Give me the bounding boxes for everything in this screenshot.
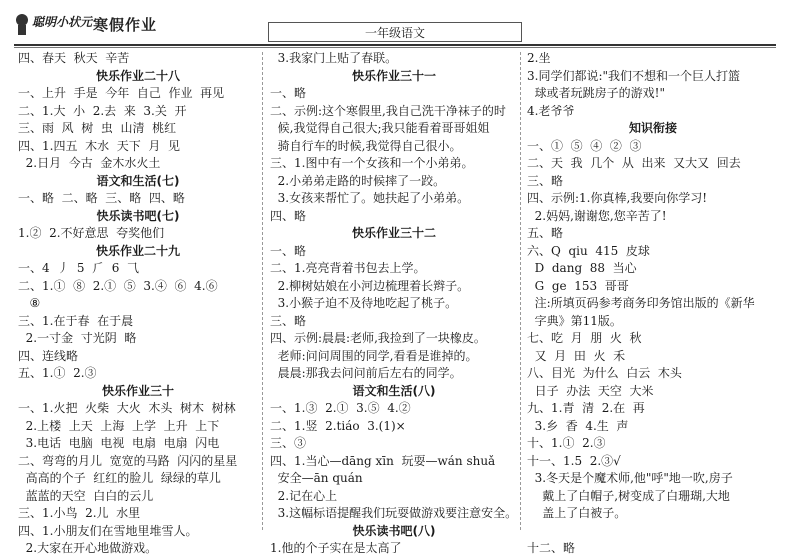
answer-line: 2.坐 [527, 51, 551, 65]
answer-line: 六、Q qiu 415 皮球 [527, 243, 650, 258]
section-heading: 快乐作业三十二 [351, 226, 436, 240]
answer-line: 3.同学们都说:"我们不想和一个巨人打篮 [527, 68, 741, 83]
grade-subject-label: 一年级语文 [268, 22, 522, 42]
header-rule-thin [14, 47, 776, 48]
answer-line: 高高的个子 红红的脸儿 绿绿的草儿 [18, 471, 221, 485]
answer-line: 又 月 田 火 禾 [527, 348, 626, 363]
column-divider [520, 52, 521, 530]
section-heading: 语文和生活(七) [96, 173, 180, 188]
answer-line: 注:所填页码参考商务印务馆出版的《新华 [527, 296, 755, 310]
answer-line: 老师:问问周围的同学,看看是谁掉的。 [270, 348, 478, 363]
answer-line: 一、略 [270, 86, 307, 100]
answer-column-right [527, 50, 779, 558]
answer-line: 三、略 [270, 313, 307, 328]
answer-line: 3.电话 电脑 电视 电扇 电扇 闪电 [18, 436, 220, 450]
answer-line: 3.小猴子迫不及待地吃起了桃子。 [270, 296, 458, 310]
answer-line: 二、1.① ⑧ 2.① ⑤ 3.④ ⑥ 4.⑥ [18, 278, 218, 293]
answer-line: 二、弯弯的月儿 宽宽的马路 闪闪的星星 [18, 453, 238, 468]
answer-line: 日子 办法 天空 大米 [527, 383, 654, 398]
answer-line: 安全—ān quán [270, 471, 363, 485]
section-heading: 快乐读书吧(八) [352, 523, 436, 538]
answer-line: 一、① ⑤ ④ ② ③ [527, 138, 642, 153]
section-heading: 快乐作业二十八 [95, 68, 180, 83]
answer-line: 骑自行车的时候,我觉得自己很小。 [270, 138, 462, 153]
answer-line: 字典》第11版。 [527, 313, 622, 328]
answer-line: 三、③ [270, 436, 307, 450]
answer-line: 2.一寸金 寸光阴 略 [18, 331, 137, 345]
answer-line: 一、略 二、略 三、略 四、略 [18, 191, 185, 205]
mascot-logo-icon [14, 6, 94, 36]
answer-line: 二、1.竖 2.tiáo 3.(1)× [270, 418, 406, 433]
answer-line: 二、1.大 小 2.去 来 3.关 开 [18, 103, 187, 118]
answer-line: 十二、略 [527, 541, 576, 555]
answer-line: 4.老爷爷 [527, 103, 575, 118]
answer-line: 四、略 [270, 208, 307, 223]
answer-line: 七、吃 月 朋 火 秋 [527, 331, 642, 345]
answer-line: 3.冬天是个魔术师,他"呼"地一吹,房子 [527, 471, 733, 485]
answer-line: 一、4 丿 5 ⺁ 6 ⺄ [18, 261, 140, 275]
answer-line: 候,我觉得自己很大;我只能看着哥哥姐姐 [270, 121, 490, 135]
answer-line: 2.上楼 上天 上海 上学 上升 上下 [18, 418, 220, 433]
answer-line: 2.日月 今古 金木水火土 [18, 156, 161, 170]
answer-line: 三、略 [527, 173, 564, 188]
answer-column-left [18, 50, 258, 558]
answer-line: 2.大家在开心地做游戏。 [18, 541, 158, 555]
answer-line: 晨晨:那我去问问前后左右的同学。 [270, 366, 462, 380]
answer-line: 二、天 我 几个 从 出来 又大又 回去 [527, 156, 741, 170]
answer-line: 四、1.四五 木水 天下 月 见 [18, 138, 180, 153]
answer-line: 五、略 [527, 226, 564, 240]
answer-line: 四、1.小朋友们在雪地里堆雪人。 [18, 523, 198, 538]
column-divider [262, 52, 263, 530]
answer-line: 3.这幅标语提醒我们玩耍做游戏要注意安全。 [270, 506, 518, 520]
answer-line: 四、春天 秋天 辛苦 [18, 51, 130, 65]
section-heading: 快乐读书吧(七) [96, 208, 180, 223]
answer-line: 二、示例:这个寒假里,我自己洗干净袜子的时 [270, 103, 506, 118]
answer-line: 3.我家门上贴了春联。 [270, 51, 398, 65]
answer-line: 1.② 2.不好意思 夸奖他们 [18, 226, 165, 240]
answer-line: ⑧ [18, 296, 41, 310]
answer-line: 三、1.在于春 在于晨 [18, 313, 134, 328]
answer-line: 五、1.① 2.③ [18, 366, 97, 380]
answer-line [527, 523, 779, 541]
header-rule [14, 44, 776, 46]
answer-line: 3.乡 香 4.生 声 [527, 418, 629, 433]
answer-line: D dang 88 当心 [527, 261, 637, 275]
section-heading: 快乐作业三十一 [351, 68, 436, 83]
answer-line: 三、1.小鸟 2.儿 水里 [18, 506, 141, 520]
answer-line: 3.女孩来帮忙了。她扶起了小弟弟。 [270, 191, 470, 205]
answer-line: 2.小弟弟走路的时候摔了一跤。 [270, 173, 446, 188]
page-header [0, 0, 790, 44]
section-heading: 知识衔接 [628, 121, 677, 135]
section-heading: 语文和生活(八) [352, 383, 436, 398]
answer-line: 四、示例:1.你真棒,我要向你学习! [527, 191, 708, 205]
answer-line: 1.他的个子实在是太高了 [270, 541, 402, 555]
answer-line: 2.柳树姑娘在小河边梳理着长辫子。 [270, 278, 470, 293]
answer-line: 四、连线略 [18, 348, 79, 363]
answer-line: 八、目光 为什么 白云 木头 [527, 366, 682, 380]
answer-line: 2.妈妈,谢谢您,您辛苦了! [527, 208, 667, 223]
answer-line: 三、1.图中有一个女孩和一个小弟弟。 [270, 156, 474, 170]
brand-title: 寒假作业 [93, 16, 158, 34]
svg-text:聪明小状元: 聪明小状元 [32, 15, 93, 29]
section-heading: 快乐作业三十 [101, 383, 174, 398]
answer-line: 一、1.火把 火柴 大火 木头 树木 树林 [18, 401, 236, 415]
answer-line: 蓝蓝的天空 白白的云儿 [18, 488, 154, 503]
answer-line: 四、示例:晨晨:老师,我捡到了一块橡皮。 [270, 331, 486, 345]
answer-line: 盖上了白被子。 [527, 506, 627, 520]
answer-column-middle [270, 50, 518, 558]
answer-line: 一、1.③ 2.① 3.⑤ 4.② [270, 401, 411, 415]
answer-line: 2.记在心上 [270, 488, 338, 503]
answer-line: 十一、1.5 2.③√ [527, 453, 621, 468]
answer-line: 一、略 [270, 243, 307, 258]
section-heading: 快乐作业二十九 [95, 243, 180, 258]
answer-line: 戴上了白帽子,树变成了白珊瑚,大地 [527, 488, 730, 503]
answer-line: 四、1.当心—dāng xīn 玩耍—wán shuǎ [270, 453, 496, 468]
answer-line: G ge 153 哥哥 [527, 278, 629, 293]
answer-line: 球或者玩跳房子的游戏!" [527, 86, 665, 100]
answer-line: 九、1.青 清 2.在 再 [527, 401, 645, 415]
answer-line: 十、1.① 2.③ [527, 436, 606, 450]
answer-line: 一、上升 手是 今年 自己 作业 再见 [18, 86, 225, 100]
answer-line: 二、1.亮亮背着书包去上学。 [270, 261, 426, 275]
answer-line: 三、雨 风 树 虫 山清 桃红 [18, 121, 177, 135]
